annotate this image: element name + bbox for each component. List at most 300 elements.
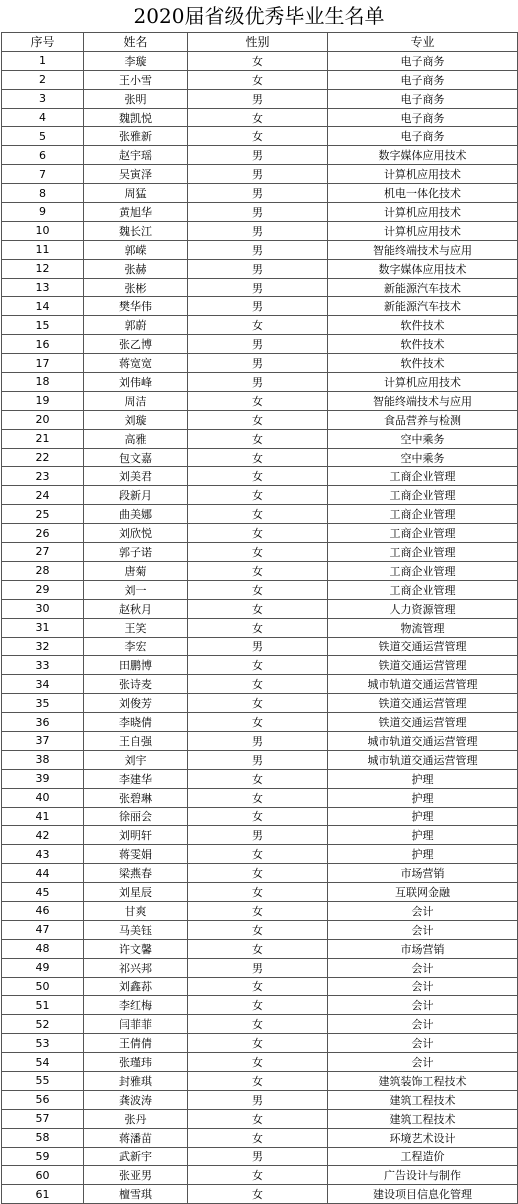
cell-major: 智能终端技术与应用: [328, 240, 518, 259]
cell-name: 檀雪琪: [84, 1185, 188, 1204]
table-row: [2, 51, 518, 70]
cell-major: 工商企业管理: [328, 524, 518, 543]
cell-index: 15: [2, 316, 84, 335]
cell-name: 王笑: [84, 618, 188, 637]
table-row: [2, 977, 518, 996]
cell-gender: 女: [188, 391, 328, 410]
cell-major: 电子商务: [328, 89, 518, 108]
cell-name: 张赫: [84, 259, 188, 278]
cell-gender: 女: [188, 675, 328, 694]
table-row: [2, 505, 518, 524]
cell-name: 张雅新: [84, 127, 188, 146]
cell-gender: 女: [188, 977, 328, 996]
table-row: [2, 920, 518, 939]
cell-gender: 男: [188, 958, 328, 977]
header-index: 序号: [2, 33, 84, 52]
cell-name: 刘鑫荪: [84, 977, 188, 996]
cell-gender: 女: [188, 1053, 328, 1072]
cell-index: 6: [2, 146, 84, 165]
cell-gender: 女: [188, 599, 328, 618]
cell-name: 高雅: [84, 429, 188, 448]
table-row: [2, 1071, 518, 1090]
cell-gender: 女: [188, 467, 328, 486]
cell-index: 7: [2, 165, 84, 184]
cell-index: 48: [2, 939, 84, 958]
cell-index: 41: [2, 807, 84, 826]
cell-major: 工商企业管理: [328, 543, 518, 562]
cell-index: 55: [2, 1071, 84, 1090]
cell-index: 43: [2, 845, 84, 864]
table-row: [2, 127, 518, 146]
cell-gender: 男: [188, 259, 328, 278]
cell-major: 铁道交通运营管理: [328, 637, 518, 656]
cell-major: 会计: [328, 958, 518, 977]
cell-index: 20: [2, 410, 84, 429]
cell-index: 4: [2, 108, 84, 127]
cell-major: 环境艺术设计: [328, 1128, 518, 1147]
cell-major: 市场营销: [328, 864, 518, 883]
cell-gender: 男: [188, 826, 328, 845]
cell-gender: 男: [188, 240, 328, 259]
cell-name: 刘伟峰: [84, 373, 188, 392]
cell-name: 张乙博: [84, 335, 188, 354]
cell-gender: 男: [188, 146, 328, 165]
table-row: [2, 184, 518, 203]
table-row: [2, 89, 518, 108]
cell-major: 广告设计与制作: [328, 1166, 518, 1185]
cell-name: 张碧琳: [84, 788, 188, 807]
cell-name: 魏凯悦: [84, 108, 188, 127]
cell-major: 城市轨道交通运营管理: [328, 731, 518, 750]
cell-name: 张丹: [84, 1109, 188, 1128]
table-row: [2, 354, 518, 373]
table-row: [2, 297, 518, 316]
cell-name: 唐菊: [84, 561, 188, 580]
table-row: [2, 788, 518, 807]
cell-major: 护理: [328, 845, 518, 864]
cell-major: 护理: [328, 769, 518, 788]
table-row: [2, 675, 518, 694]
table-row: [2, 618, 518, 637]
cell-name: 徐丽会: [84, 807, 188, 826]
table-row: [2, 165, 518, 184]
table-row: [2, 467, 518, 486]
cell-index: 18: [2, 373, 84, 392]
cell-gender: 女: [188, 108, 328, 127]
cell-gender: 女: [188, 807, 328, 826]
cell-gender: 女: [188, 656, 328, 675]
cell-major: 电子商务: [328, 108, 518, 127]
cell-name: 曲美娜: [84, 505, 188, 524]
cell-major: 会计: [328, 1053, 518, 1072]
cell-major: 会计: [328, 977, 518, 996]
table-row: [2, 958, 518, 977]
cell-index: 31: [2, 618, 84, 637]
cell-index: 16: [2, 335, 84, 354]
cell-gender: 女: [188, 883, 328, 902]
cell-major: 工商企业管理: [328, 505, 518, 524]
table-row: [2, 1090, 518, 1109]
table-row: [2, 448, 518, 467]
cell-index: 51: [2, 996, 84, 1015]
cell-name: 赵秋月: [84, 599, 188, 618]
table-row: [2, 561, 518, 580]
cell-gender: 女: [188, 580, 328, 599]
cell-major: 人力资源管理: [328, 599, 518, 618]
table-row: [2, 1185, 518, 1204]
table-row: [2, 1166, 518, 1185]
cell-major: 工商企业管理: [328, 467, 518, 486]
cell-major: 工商企业管理: [328, 561, 518, 580]
cell-index: 23: [2, 467, 84, 486]
table-row: [2, 486, 518, 505]
table-row: [2, 864, 518, 883]
cell-name: 闫菲菲: [84, 1015, 188, 1034]
cell-major: 铁道交通运营管理: [328, 694, 518, 713]
cell-gender: 男: [188, 278, 328, 297]
cell-gender: 女: [188, 1166, 328, 1185]
cell-gender: 男: [188, 184, 328, 203]
cell-major: 护理: [328, 788, 518, 807]
cell-index: 13: [2, 278, 84, 297]
table-row: [2, 391, 518, 410]
cell-major: 计算机应用技术: [328, 165, 518, 184]
cell-gender: 男: [188, 297, 328, 316]
cell-gender: 女: [188, 1071, 328, 1090]
cell-index: 59: [2, 1147, 84, 1166]
cell-name: 王小雪: [84, 70, 188, 89]
cell-gender: 女: [188, 618, 328, 637]
table-row: [2, 769, 518, 788]
cell-name: 郭蔚: [84, 316, 188, 335]
cell-major: 电子商务: [328, 127, 518, 146]
cell-name: 李红梅: [84, 996, 188, 1015]
cell-gender: 男: [188, 731, 328, 750]
table-row: [2, 750, 518, 769]
cell-major: 计算机应用技术: [328, 373, 518, 392]
cell-index: 3: [2, 89, 84, 108]
table-row: [2, 901, 518, 920]
cell-name: 赵宇瑶: [84, 146, 188, 165]
cell-index: 40: [2, 788, 84, 807]
cell-major: 工程造价: [328, 1147, 518, 1166]
header-gender: 性别: [188, 33, 328, 52]
cell-major: 工商企业管理: [328, 580, 518, 599]
cell-index: 42: [2, 826, 84, 845]
cell-index: 1: [2, 51, 84, 70]
cell-major: 建筑工程技术: [328, 1109, 518, 1128]
table-row: [2, 240, 518, 259]
table-row: [2, 713, 518, 732]
cell-major: 食品营养与检测: [328, 410, 518, 429]
cell-index: 50: [2, 977, 84, 996]
table-row: [2, 410, 518, 429]
cell-index: 10: [2, 221, 84, 240]
table-row: [2, 316, 518, 335]
cell-name: 刘欣悦: [84, 524, 188, 543]
cell-gender: 女: [188, 127, 328, 146]
cell-gender: 男: [188, 750, 328, 769]
table-row: [2, 883, 518, 902]
header-major: 专业: [328, 33, 518, 52]
cell-name: 王倩倩: [84, 1034, 188, 1053]
cell-name: 李晓倩: [84, 713, 188, 732]
table-row: [2, 1053, 518, 1072]
cell-name: 封雅琪: [84, 1071, 188, 1090]
cell-gender: 男: [188, 335, 328, 354]
cell-gender: 女: [188, 1034, 328, 1053]
table-header-row: [2, 33, 518, 52]
cell-name: 刘璇: [84, 410, 188, 429]
cell-index: 2: [2, 70, 84, 89]
cell-index: 5: [2, 127, 84, 146]
cell-index: 37: [2, 731, 84, 750]
cell-major: 新能源汽车技术: [328, 278, 518, 297]
cell-name: 魏长江: [84, 221, 188, 240]
cell-gender: 女: [188, 524, 328, 543]
cell-name: 张诗麦: [84, 675, 188, 694]
cell-index: 17: [2, 354, 84, 373]
cell-major: 计算机应用技术: [328, 203, 518, 222]
table-row: [2, 259, 518, 278]
cell-name: 刘俊芳: [84, 694, 188, 713]
cell-index: 22: [2, 448, 84, 467]
cell-name: 刘美君: [84, 467, 188, 486]
cell-gender: 女: [188, 543, 328, 562]
cell-gender: 女: [188, 920, 328, 939]
cell-major: 会计: [328, 1034, 518, 1053]
cell-major: 电子商务: [328, 51, 518, 70]
cell-index: 39: [2, 769, 84, 788]
cell-index: 36: [2, 713, 84, 732]
cell-name: 黄旭华: [84, 203, 188, 222]
cell-major: 会计: [328, 901, 518, 920]
cell-index: 49: [2, 958, 84, 977]
cell-gender: 女: [188, 505, 328, 524]
table-row: [2, 694, 518, 713]
cell-index: 21: [2, 429, 84, 448]
cell-gender: 女: [188, 410, 328, 429]
page-title: 2020届省级优秀毕业生名单: [133, 4, 385, 28]
cell-major: 护理: [328, 807, 518, 826]
table-row: [2, 335, 518, 354]
cell-gender: 女: [188, 486, 328, 505]
table-row: [2, 1109, 518, 1128]
cell-index: 28: [2, 561, 84, 580]
cell-name: 马美钰: [84, 920, 188, 939]
cell-major: 智能终端技术与应用: [328, 391, 518, 410]
table-row: [2, 996, 518, 1015]
cell-name: 张明: [84, 89, 188, 108]
cell-name: 张亚男: [84, 1166, 188, 1185]
cell-major: 建设项目信息化管理: [328, 1185, 518, 1204]
cell-index: 53: [2, 1034, 84, 1053]
cell-name: 吴寅泽: [84, 165, 188, 184]
cell-name: 郭子诺: [84, 543, 188, 562]
table-row: [2, 731, 518, 750]
cell-index: 57: [2, 1109, 84, 1128]
cell-index: 26: [2, 524, 84, 543]
cell-gender: 女: [188, 713, 328, 732]
cell-gender: 男: [188, 1147, 328, 1166]
table-row: [2, 1128, 518, 1147]
cell-major: 工商企业管理: [328, 486, 518, 505]
cell-index: 14: [2, 297, 84, 316]
cell-name: 梁燕春: [84, 864, 188, 883]
table-row: [2, 1015, 518, 1034]
cell-name: 龚波涛: [84, 1090, 188, 1109]
cell-name: 李璇: [84, 51, 188, 70]
cell-gender: 女: [188, 316, 328, 335]
cell-index: 34: [2, 675, 84, 694]
cell-gender: 女: [188, 1128, 328, 1147]
cell-index: 60: [2, 1166, 84, 1185]
cell-name: 蒋宽宽: [84, 354, 188, 373]
table-row: [2, 637, 518, 656]
cell-index: 12: [2, 259, 84, 278]
cell-name: 包文嘉: [84, 448, 188, 467]
cell-index: 9: [2, 203, 84, 222]
cell-gender: 女: [188, 1109, 328, 1128]
cell-gender: 女: [188, 70, 328, 89]
cell-major: 数字媒体应用技术: [328, 146, 518, 165]
graduate-table: [1, 32, 518, 1204]
table-row: [2, 543, 518, 562]
cell-name: 蒋雯娟: [84, 845, 188, 864]
cell-name: 张彬: [84, 278, 188, 297]
cell-name: 张瑾玮: [84, 1053, 188, 1072]
cell-major: 会计: [328, 1015, 518, 1034]
cell-gender: 女: [188, 939, 328, 958]
cell-major: 物流管理: [328, 618, 518, 637]
cell-name: 武新宇: [84, 1147, 188, 1166]
cell-gender: 男: [188, 373, 328, 392]
cell-index: 61: [2, 1185, 84, 1204]
cell-name: 李建华: [84, 769, 188, 788]
cell-gender: 女: [188, 996, 328, 1015]
table-row: [2, 580, 518, 599]
cell-major: 互联网金融: [328, 883, 518, 902]
cell-gender: 男: [188, 89, 328, 108]
cell-name: 郭嵘: [84, 240, 188, 259]
cell-name: 刘明轩: [84, 826, 188, 845]
cell-major: 会计: [328, 996, 518, 1015]
table-row: [2, 1147, 518, 1166]
cell-index: 30: [2, 599, 84, 618]
cell-index: 47: [2, 920, 84, 939]
cell-major: 空中乘务: [328, 429, 518, 448]
cell-name: 樊华伟: [84, 297, 188, 316]
table-row: [2, 826, 518, 845]
table-row: [2, 807, 518, 826]
cell-major: 城市轨道交通运营管理: [328, 675, 518, 694]
cell-major: 护理: [328, 826, 518, 845]
cell-name: 周猛: [84, 184, 188, 203]
cell-major: 新能源汽车技术: [328, 297, 518, 316]
cell-major: 软件技术: [328, 316, 518, 335]
cell-name: 李宏: [84, 637, 188, 656]
cell-index: 11: [2, 240, 84, 259]
cell-index: 25: [2, 505, 84, 524]
cell-major: 电子商务: [328, 70, 518, 89]
cell-index: 29: [2, 580, 84, 599]
table-row: [2, 70, 518, 89]
cell-index: 27: [2, 543, 84, 562]
cell-gender: 女: [188, 788, 328, 807]
table-row: [2, 845, 518, 864]
cell-index: 32: [2, 637, 84, 656]
cell-index: 38: [2, 750, 84, 769]
cell-name: 祁兴邦: [84, 958, 188, 977]
cell-gender: 男: [188, 637, 328, 656]
cell-index: 46: [2, 901, 84, 920]
cell-gender: 女: [188, 694, 328, 713]
cell-gender: 女: [188, 1185, 328, 1204]
cell-index: 56: [2, 1090, 84, 1109]
cell-gender: 男: [188, 203, 328, 222]
cell-major: 会计: [328, 920, 518, 939]
table-row: [2, 146, 518, 165]
cell-index: 44: [2, 864, 84, 883]
cell-name: 刘星辰: [84, 883, 188, 902]
cell-major: 软件技术: [328, 354, 518, 373]
cell-gender: 女: [188, 51, 328, 70]
cell-gender: 女: [188, 429, 328, 448]
cell-index: 45: [2, 883, 84, 902]
cell-major: 铁道交通运营管理: [328, 656, 518, 675]
cell-name: 刘宇: [84, 750, 188, 769]
table-row: [2, 221, 518, 240]
cell-index: 33: [2, 656, 84, 675]
cell-index: 19: [2, 391, 84, 410]
cell-gender: 男: [188, 1090, 328, 1109]
table-row: [2, 108, 518, 127]
cell-gender: 女: [188, 845, 328, 864]
cell-name: 甘爽: [84, 901, 188, 920]
cell-major: 铁道交通运营管理: [328, 713, 518, 732]
cell-index: 35: [2, 694, 84, 713]
cell-index: 54: [2, 1053, 84, 1072]
cell-gender: 女: [188, 864, 328, 883]
cell-major: 机电一体化技术: [328, 184, 518, 203]
cell-gender: 男: [188, 221, 328, 240]
cell-major: 建筑工程技术: [328, 1090, 518, 1109]
cell-major: 市场营销: [328, 939, 518, 958]
cell-name: 蒋潘苗: [84, 1128, 188, 1147]
table-row: [2, 278, 518, 297]
cell-index: 24: [2, 486, 84, 505]
cell-name: 周洁: [84, 391, 188, 410]
table-row: [2, 939, 518, 958]
cell-gender: 女: [188, 769, 328, 788]
cell-gender: 女: [188, 901, 328, 920]
table-row: [2, 656, 518, 675]
table-row: [2, 524, 518, 543]
cell-name: 田鹏博: [84, 656, 188, 675]
cell-gender: 女: [188, 561, 328, 580]
cell-gender: 男: [188, 354, 328, 373]
table-row: [2, 203, 518, 222]
cell-name: 许文馨: [84, 939, 188, 958]
table-row: [2, 429, 518, 448]
header-name: 姓名: [84, 33, 188, 52]
cell-name: 王自强: [84, 731, 188, 750]
cell-name: 段新月: [84, 486, 188, 505]
cell-index: 58: [2, 1128, 84, 1147]
cell-major: 数字媒体应用技术: [328, 259, 518, 278]
cell-gender: 女: [188, 1015, 328, 1034]
cell-name: 刘一: [84, 580, 188, 599]
